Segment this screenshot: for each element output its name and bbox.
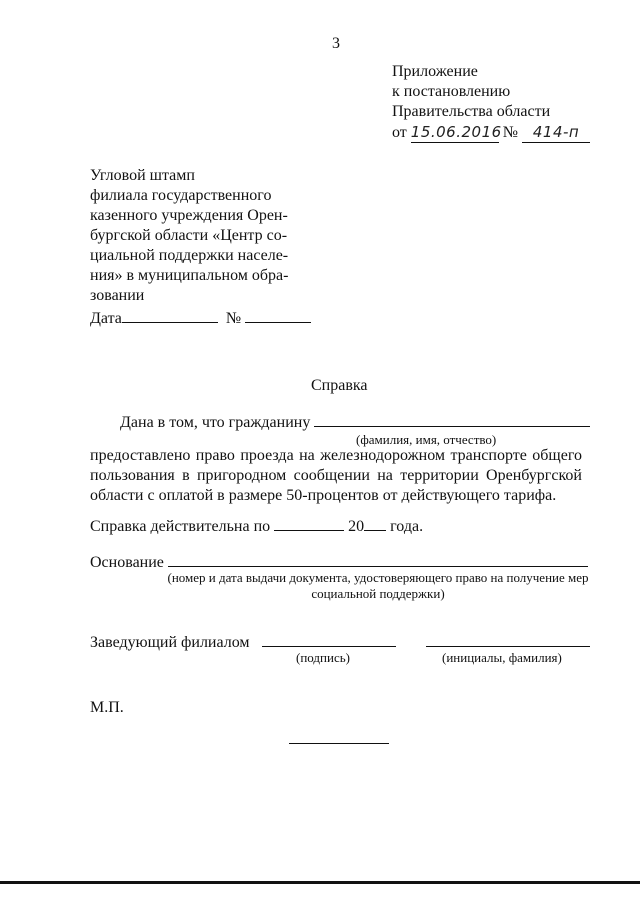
given-prefix: Дана в том, что гражданину [120,414,311,431]
stamp-line: циальной поддержки населе- [90,247,289,264]
validity-suffix: года. [390,518,424,535]
given-line [120,412,590,433]
date-field [90,308,311,329]
page-number: 3 [332,35,340,52]
basis-caption-line2: социальной поддержки) [311,586,445,601]
basis-blank [168,552,588,567]
name-caption: (фамилия, имя, отчество) [356,432,497,447]
stamp-line: зовании [90,287,145,304]
appendix-no-label: № [502,124,519,141]
document-title: Справка [311,377,368,394]
date-number-blank [245,308,311,323]
appendix-line3: Правительства области [392,103,551,120]
appendix-block [392,62,590,143]
stamp-line: ния» в муниципальном обра- [90,267,289,284]
corner-stamp [90,166,288,306]
validity-line [90,516,423,537]
signature-blank [262,632,396,647]
validity-year-blank [364,516,386,531]
end-separator [289,743,389,744]
validity-date-blank [274,516,344,531]
validity-year-prefix: 20 [348,518,365,535]
date-no-label: № [225,310,242,327]
signature-caption: (подпись) [296,650,350,665]
body-text: предоставлено право проезда на железнодорожном транспорте общего пользования в пригородном сообщении на территории Оренбургской области с оплатой в размере 50-процентов от действующего тарифа. [90,447,582,504]
stamp-line: бургской области «Центр со- [90,227,288,244]
date-label: Дата [90,310,122,327]
seal-placeholder: М.П. [90,699,124,716]
signature-name-blank [426,632,590,647]
appendix-line1: Приложение [392,63,478,80]
stamp-line: Угловой штамп [90,167,195,184]
stamp-line: казенного учреждения Орен- [90,207,288,224]
bottom-border [0,881,640,884]
appendix-date-line [392,122,590,143]
appendix-date-handwritten: 15.06.2016 [410,123,502,141]
validity-prefix: Справка действительна по [90,518,271,535]
basis-caption [164,570,592,602]
appendix-number-handwritten: 414-п [522,122,590,143]
basis-caption-line1: (номер и дата выдачи документа, удостоверяющего право на получение мер [167,570,589,585]
stamp-line: филиала государственного [90,187,272,204]
basis-label: Основание [90,554,164,571]
signature-label: Заведующий филиалом [90,634,250,651]
signature-name-caption: (инициалы, фамилия) [442,650,562,665]
appendix-line2: к постановлению [392,83,511,100]
date-blank [122,308,218,323]
appendix-from-label: от [392,124,407,141]
citizen-name-blank [314,412,590,427]
